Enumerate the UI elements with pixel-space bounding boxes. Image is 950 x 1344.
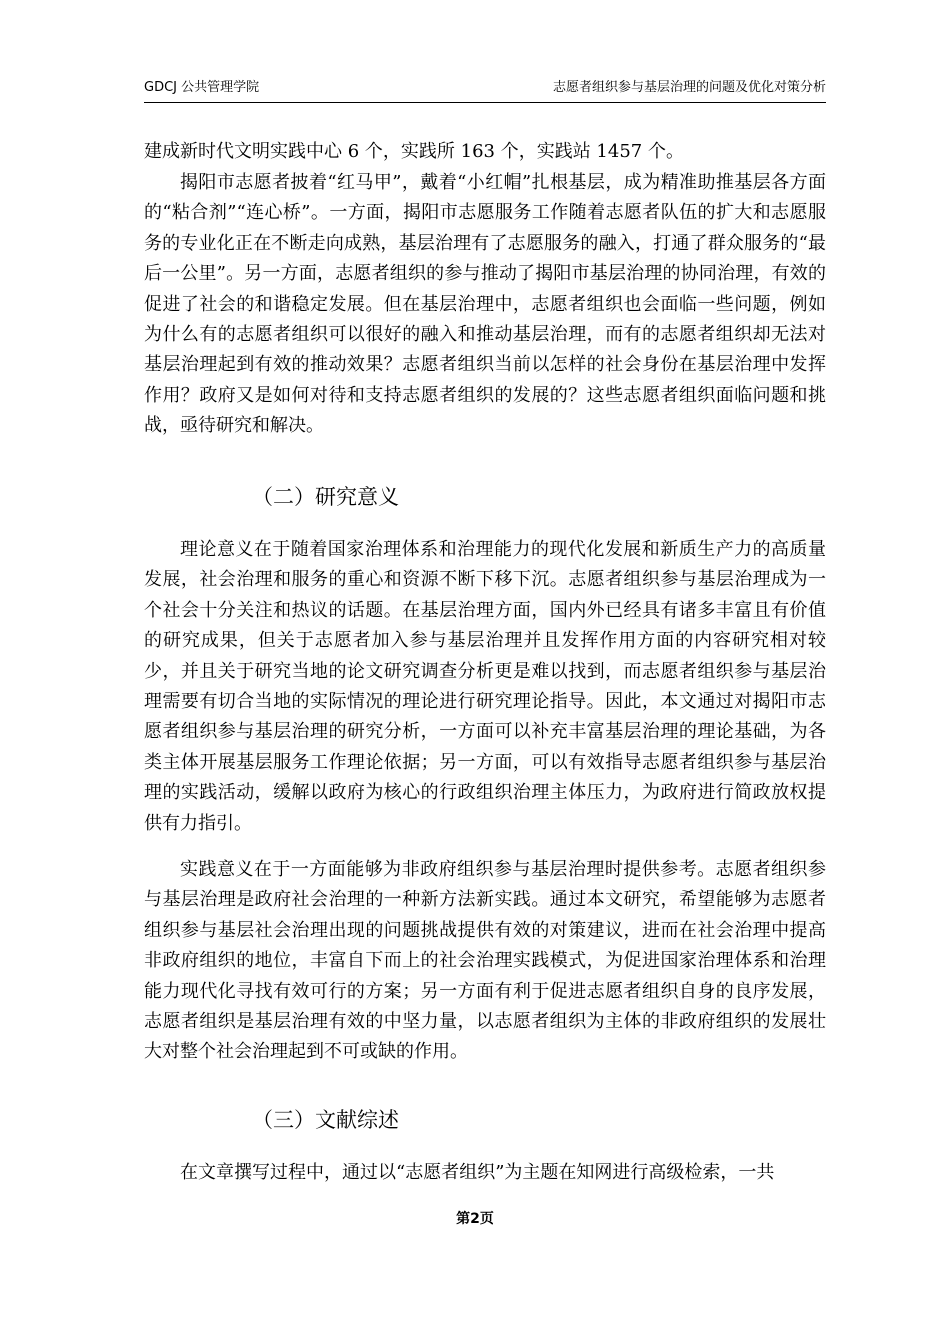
header-school: GDCJ 公共管理学院 bbox=[144, 80, 260, 95]
header-paper-title: 志愿者组织参与基层治理的问题及优化对策分析 bbox=[552, 80, 826, 95]
paragraph-theoretical-significance: 理论意义在于随着国家治理体系和治理能力的现代化发展和新质生产力的高质量发展，社会治理和服务的重心和资源不断下移下沉。志愿者组织参与基层治理成为一个社会十分关注和热议的话题。在基层治理方面，国内外已经具有诸多丰富且有价值的研究成果，但关于志愿者加入参与基层治理并且发挥作用方面的内容研究相对较少，并且关于研究当地的论文研究调查分析更是难以找到，而志愿者组织参与基层治理需要有切合当地的实际情况的理论进行研究理论指导。因此，本文通过对揭阳市志愿者组织参与基层治理的研究分析，一方面可以补充丰富基层治理的理论基础，为各类主体开展基层服务工作理论依据；另一方面，可以有效指导志愿者组织参与基层治理的实践活动，缓解以政府为核心的行政组织治理主体压力，为政府进行简政放权提供有力指引。 bbox=[144, 539, 826, 834]
paragraph-literature-review: 在文章撰写过程中，通过以“志愿者组织”为主题在知网进行高级检索，一共 bbox=[180, 1162, 775, 1183]
paragraph-continuation: 建成新时代文明实践中心 6 个，实践所 163 个，实践站 1457 个。 bbox=[144, 141, 684, 162]
page-number: 第2页 bbox=[456, 1211, 494, 1227]
paragraph-practical-significance: 实践意义在于一方面能够为非政府组织参与基层治理时提供参考。志愿者组织参与基层治理是政府社会治理的一种新方法新实践。通过本文研究，希望能够为志愿者组织参与基层社会治理出现的问题挑战提供有效的对策建议，进而在社会治理中提高非政府组织的地位，丰富自下而上的社会治理实践模式，为促进国家治理体系和治理能力现代化寻找有效可行的方案；另一方面有利于促进志愿者组织自身的良序发展，志愿者组织是基层治理有效的中坚力量，以志愿者组织为主体的非政府组织的发展壮大对整个社会治理起到不可或缺的作用。 bbox=[144, 859, 826, 1063]
section-heading-significance: （二）研究意义 bbox=[252, 485, 399, 509]
paragraph-background: 揭阳市志愿者披着“红马甲”，戴着“小红帽”扎根基层，成为精准助推基层各方面的“粘合剂”“连心桥”。一方面，揭阳市志愿服务工作随着志愿者队伍的扩大和志愿服务的专业化正在不断走向成熟，基层治理有了志愿服务的融入，打通了群众服务的“最后一公里”。另一方面，志愿者组织的参与推动了揭阳市基层治理的协同治理，有效的促进了社会的和谐稳定发展。但在基层治理中，志愿者组织也会面临一些问题，例如为什么有的志愿者组织可以很好的融入和推动基层治理，而有的志愿者组织却无法对基层治理起到有效的推动效果？志愿者组织当前以怎样的社会身份在基层治理中发挥作用？政府又是如何对待和支持志愿者组织的发展的？这些志愿者组织面临问题和挑战，亟待研究和解决。 bbox=[144, 172, 826, 437]
section-heading-literature-review: （三）文献综述 bbox=[252, 1108, 399, 1132]
page-header bbox=[144, 78, 826, 103]
